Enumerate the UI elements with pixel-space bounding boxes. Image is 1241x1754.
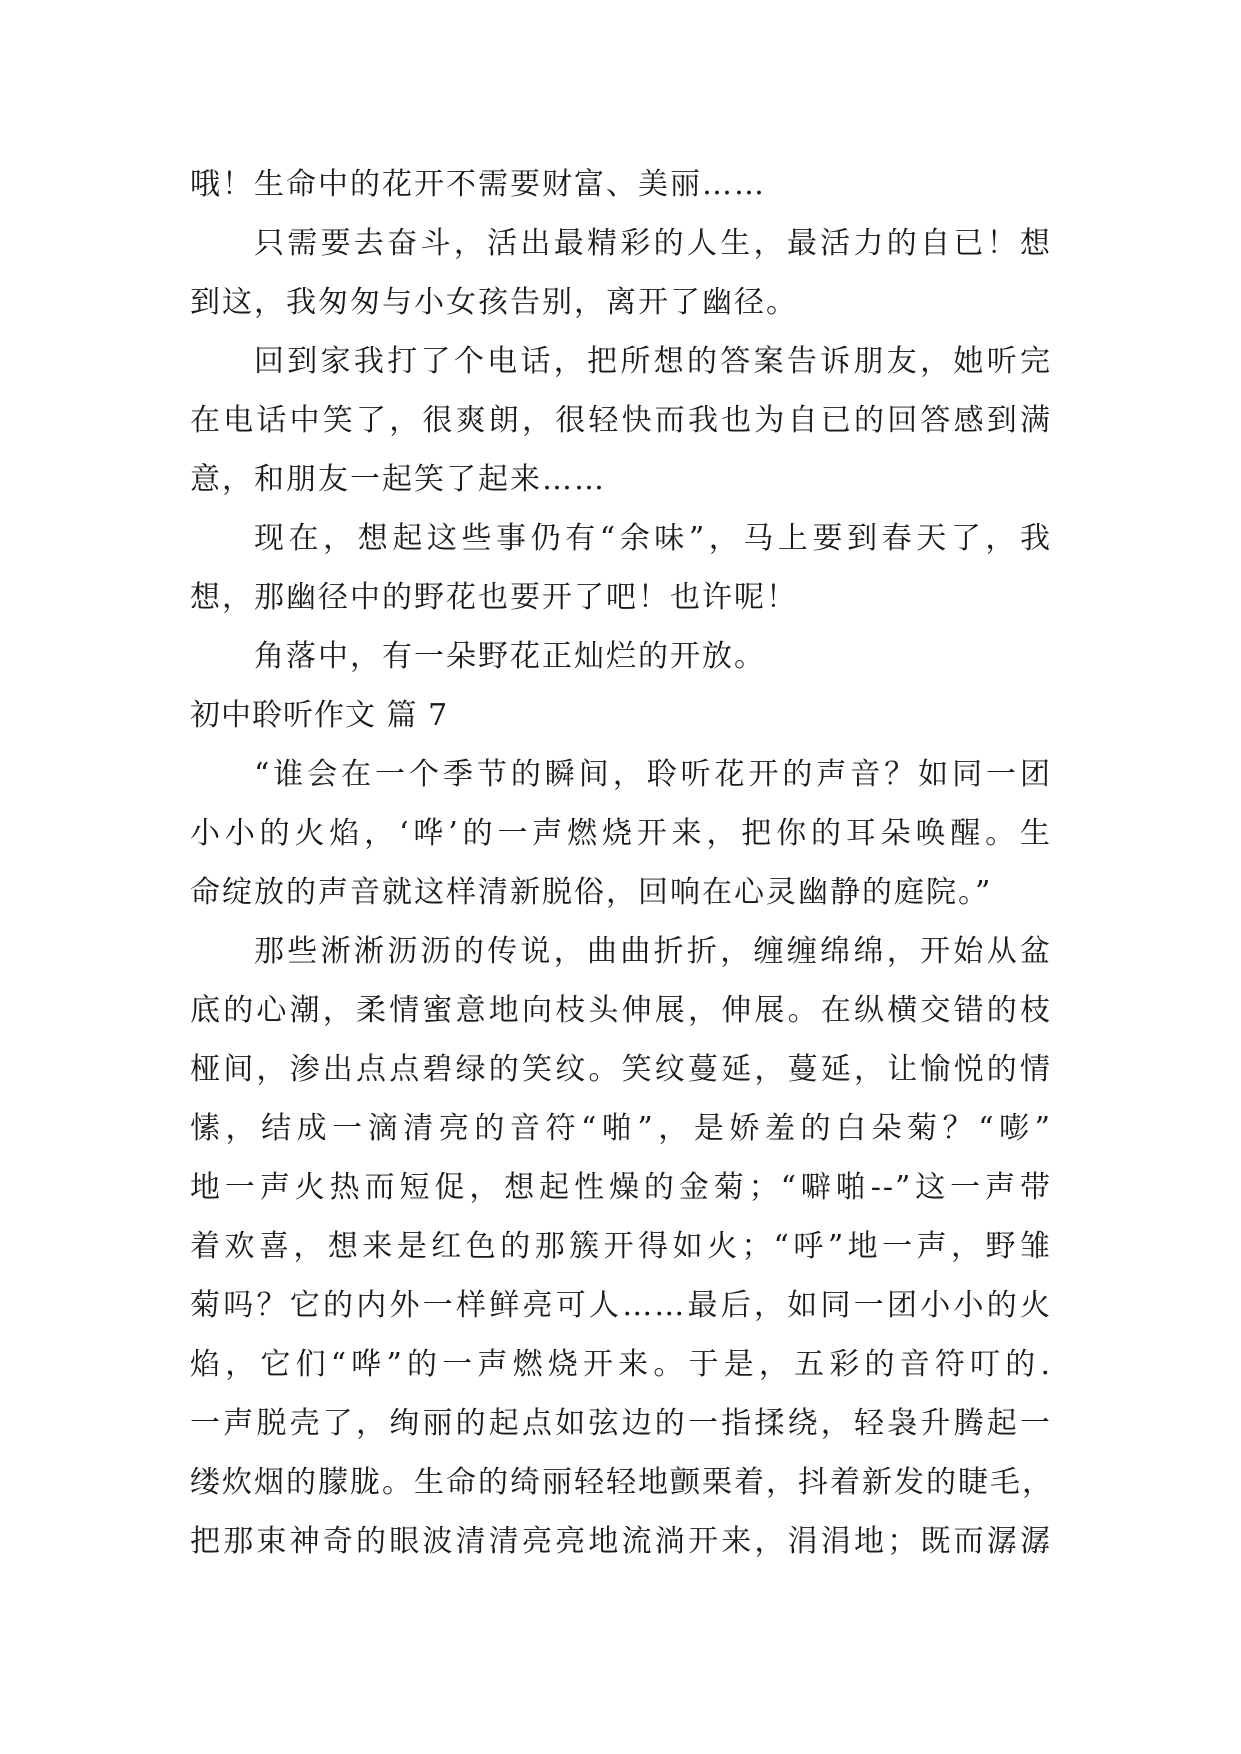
text-line: 角落中，有一朵野花正灿烂的开放。 (254, 639, 766, 674)
text-line: “谁会在一个季节的瞬间，聆听花开的声音？如同一团 (254, 757, 1052, 792)
text-line: 到这，我匆匆与小女孩告别，离开了幽径。 (190, 285, 798, 320)
section-heading: 初中聆听作文 篇 7 (190, 698, 449, 733)
text-line: 菊吗？它的内外一样鲜亮可人……最后，如同一团小小的火 (190, 1288, 1052, 1323)
text-line: 缕炊烟的朦胧。生命的绮丽轻轻地颤栗着，抖着新发的睫毛， (190, 1465, 1054, 1500)
text-line: 在电话中笑了，很爽朗，很轻快而我也为自已的回答感到满 (190, 403, 1052, 438)
text-line: 愫，结成一滴清亮的音符“啪”，是娇羞的白朵菊？“嘭” (190, 1111, 1052, 1146)
text-line: 桠间，渗出点点碧绿的笑纹。笑纹蔓延，蔓延，让愉悦的情 (190, 1052, 1052, 1087)
text-line: 只需要去奋斗，活出最精彩的人生，最活力的自已！想 (254, 226, 1052, 261)
text-line: 焰，它们“哗”的一声燃烧开来。于是，五彩的音符叮的. (190, 1347, 1052, 1382)
text-line: 小小的火焰，‘哗’的一声燃烧开来，把你的耳朵唤醒。生 (190, 816, 1052, 851)
text-line: 命绽放的声音就这样清新脱俗，回响在心灵幽静的庭院。” (190, 875, 993, 910)
body-text (190, 155, 1052, 1571)
text-line: 底的心潮，柔情蜜意地向枝头伸展，伸展。在纵横交错的枝 (190, 993, 1052, 1028)
text-line: 意，和朋友一起笑了起来…… (190, 462, 606, 497)
text-line: 地一声火热而短促，想起性燥的金菊；“噼啪--”这一声带 (190, 1170, 1052, 1205)
text-line: 一声脱壳了，绚丽的起点如弦边的一指揉绕，轻袅升腾起一 (190, 1406, 1052, 1441)
text-line: 想，那幽径中的野花也要开了吧！也许呢！ (190, 580, 798, 615)
text-line: 着欢喜，想来是红色的那簇开得如火；“呼”地一声，野雏 (190, 1229, 1052, 1264)
text-line: 现在，想起这些事仍有“余味”，马上要到春天了，我 (254, 521, 1052, 556)
text-line: 回到家我打了个电话，把所想的答案告诉朋友，她听完 (254, 344, 1052, 379)
text-line: 哦！生命中的花开不需要财富、美丽…… (190, 167, 766, 202)
text-line: 把那束神奇的眼波清清亮亮地流淌开来，涓涓地；既而潺潺 (190, 1524, 1052, 1559)
text-line: 那些淅淅沥沥的传说，曲曲折折，缠缠绵绵，开始从盆 (254, 934, 1052, 969)
